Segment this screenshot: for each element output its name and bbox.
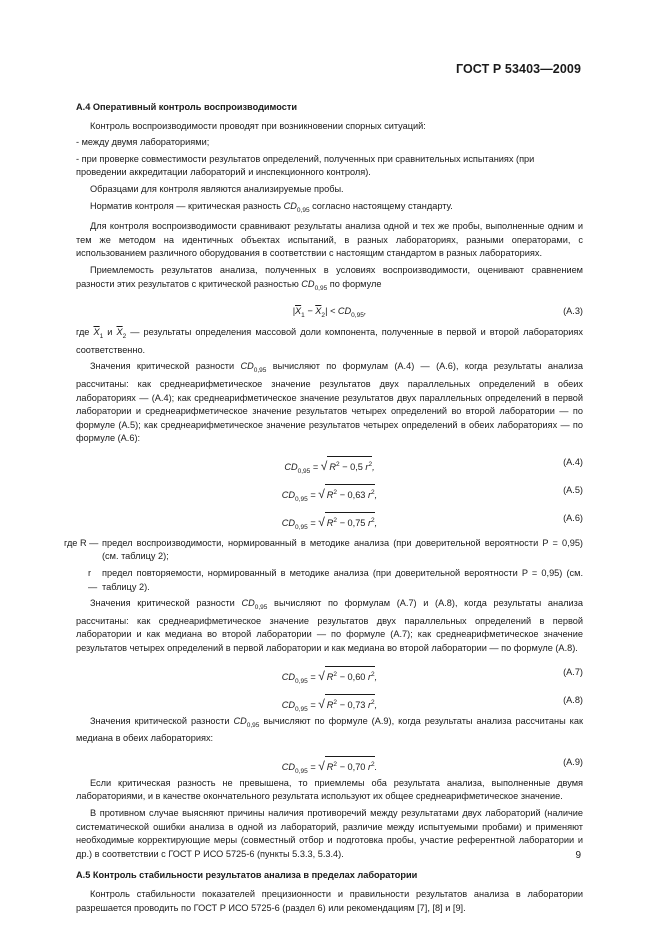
formula-a4: $CD_{0,95}$ = √ $R^2 - 0,5$ $r^2$, (А.4) bbox=[284, 456, 583, 475]
formula-a7: $CD_{0,95}$ = √ $R^2 - 0,60$ $r^2$, (А.7) bbox=[281, 666, 583, 685]
paragraph: Значения критической разности $CD_{0,95}$ вычисляют по формулам (А.4) — (А.6), когда результаты анализа рассчитаны: как среднеарифметическое значение результатов двух параллельных определений в обеих лабораториях — (А.4); как среднеарифметическое значение результатов двух параллельных определений в первой лаборатории и среднеарифметическое значение результатов четырех определений во второй лаборатории — по формуле (А.5); как среднеарифметическое значение результатов четырех определений в обеих лабораториях — по формуле (А.6): bbox=[76, 361, 583, 444]
standard-number: ГОСТ Р 53403—2009 bbox=[455, 62, 581, 76]
formula-a9: $CD_{0,95}$ = √ $R^2 - 0,70$ $r^2$. (А.9) bbox=[281, 756, 583, 775]
formula-a3: $|\overline{X}_1 - \overline{X}_2| < CD_{0,95}$, (А.3) bbox=[292, 306, 583, 320]
page-number: 9 bbox=[575, 850, 581, 861]
paragraph: Контроль стабильности показателей прецизионности и правильности результатов анализа в лаборатории разрешается проводить по ГОСТ Р ИСО 5725-6 (раздел 6) или рекомендациям [7], [8] и [9]. bbox=[76, 888, 583, 913]
legend-r: r — предел повторяемости, нормированный в методике анализа (при доверительной вероятности P = 0,95) (см. таблицу 2). bbox=[88, 568, 583, 592]
list-item: - между двумя лабораториями; bbox=[76, 137, 210, 148]
paragraph: Контроль воспроизводимости проводят при возникновении спорных ситуаций: bbox=[90, 120, 426, 131]
paragraph: Приемлемость результатов анализа, полученных в условиях воспроизводимости, оценивают сравнением разности этих результатов с критической разностью $CD_{0,95}$ по формуле bbox=[76, 264, 583, 292]
paragraph: Для контроля воспроизводимости сравнивают результаты анализа одной и тех же пробы, выполненные одним и тем же методом на идентичных объектах испытаний, в разных лабораториях, разными операторами, с использованием различного оборудования в соответствии с настоящим стандартом в разных лабораториях. bbox=[76, 221, 583, 259]
paragraph: Значения критической разности $CD_{0,95}$ вычисляют по формуле (А.9), когда результаты анализа рассчитаны как медиана в обеих лабораториях: bbox=[76, 715, 584, 744]
paragraph: Значения критической разности $CD_{0,95}$ вычисляют по формулам (А.7) и (А.8), когда результаты анализа рассчитаны: как среднеарифметическое значение результатов двух параллельных определений в первой лаборатории и как медиана во второй лаборатории — по формуле (А.7); как среднеарифметическое значение результатов четырех определений в первой лаборатории и как медиана во второй лаборатории — по формуле (А.8). bbox=[76, 598, 583, 654]
paragraph: Если критическая разность не превышена, то приемлемы оба результата анализа, выполненные двумя лабораториями, и в качестве окончательного результата используют их общее среднеарифметическое значение. bbox=[76, 777, 583, 802]
document-body bbox=[64, 93, 584, 918]
section-a4-title: А.4 Оперативный контроль воспроизводимости bbox=[76, 102, 297, 112]
formula-a8: $CD_{0,95}$ = √ $R^2 - 0,73$ $r^2$, (А.8) bbox=[281, 694, 583, 713]
paragraph: Норматив контроля — критическая разность $CD_{0,95}$ согласно настоящему стандарту. bbox=[90, 200, 453, 214]
formula-legend: где $\overline{X}_1$ и $\overline{X}_2$ — результаты определения массовой доли компонента, полученные в первой и второй лабораториях соответственно. bbox=[76, 327, 583, 355]
formula-a6: $CD_{0,95}$ = √ $R^2 - 0,75$ $r^2$, (А.6) bbox=[281, 512, 583, 531]
list-item: - при проверке совместимости результатов определений, полученных при сравнительных испытаниях (при проведении аккредитации лабораторий и инспекционного контроля). bbox=[76, 153, 535, 178]
paragraph: В противном случае выясняют причины наличия противоречий между результатами двух лабораторий (наличие систематической ошибки анализа в одной из лабораторий, различие между испытуемыми пробами) и применяют необходимые корректирующие меры (совместный отбор и подготовка пробы, участие референтной лаборатории и др.) в соответствии с ГОСТ Р ИСО 5725-6 (пункты 5.3.3, 5.3.4). bbox=[76, 808, 583, 859]
legend-R: где R — предел воспроизводимости, нормированный в методике анализа (при доверительной вероятности P = 0,95) (см. таблицу 2); bbox=[64, 537, 583, 562]
section-a5-title: А.5 Контроль стабильности результатов анализа в пределах лаборатории bbox=[76, 870, 418, 881]
formula-a5: $CD_{0,95}$ = √ $R^2 - 0,63$ $r^2$, (А.5) bbox=[281, 484, 583, 503]
paragraph: Образцами для контроля являются анализируемые пробы. bbox=[90, 183, 344, 194]
